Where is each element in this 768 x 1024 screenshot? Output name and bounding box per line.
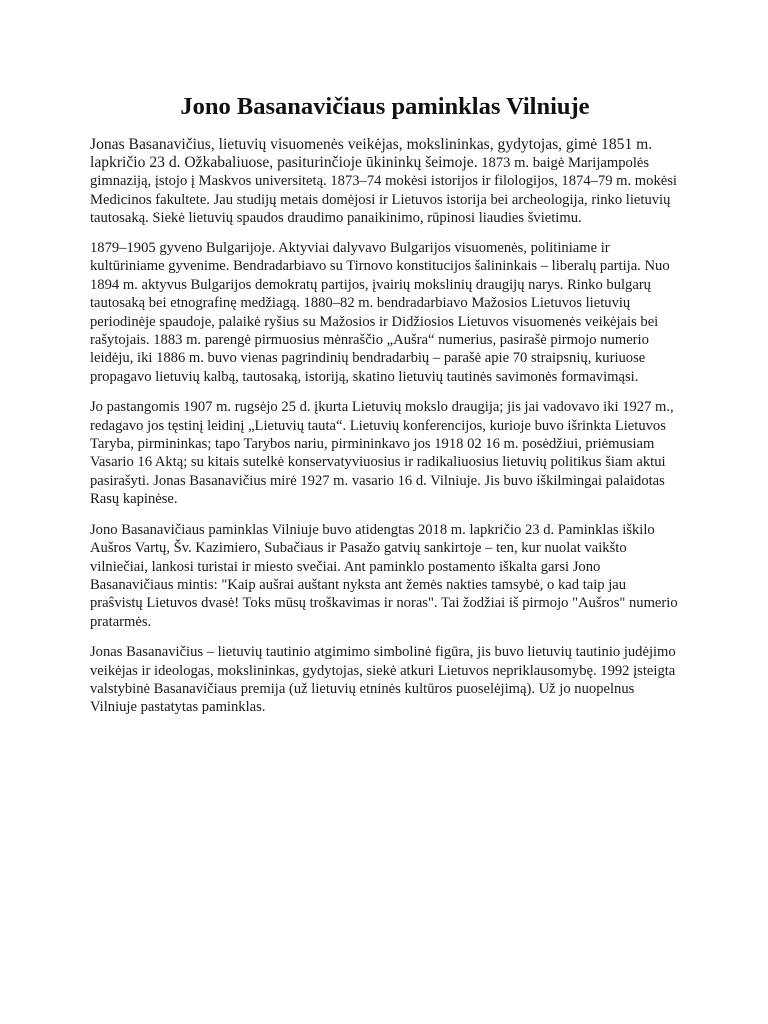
paragraph-5: Jonas Basanavičius – lietuvių tautinio atgimimo simbolinė figūra, jis buvo lietuvių tautinio judėjimo veikėjas ir ideologas, mokslininkas, gydytojas, siekė atkuri Lietuvos nepriklausomybę. 1992 įsteigta valstybinė Basanavičiaus premija (už lietuvių etninės kultūros puoselėjimą). Už jo nuopelnus Vilniuje pastatytas paminklas. xyxy=(90,644,676,716)
paragraph-1-text: 1873 m. baigė Marijampolės gimnaziją, įstojo į Maskvos universitetą. 1873–74 mokėsi istorijos ir filologijos, 1874–79 m. mokėsi Medicinos fakultete. Jau studijų metais domėjosi ir Lietuvos istorija bei archeologija, rinko lietuvių tautosaką. Siekė lietuvių spaudos draudimo panaikinimo, rūpinosi liaudies švietimu. xyxy=(90,155,677,226)
document-title: Jono Basanavičiaus paminklas Vilniuje xyxy=(180,93,590,120)
paragraph-2: 1879–1905 gyveno Bulgarijoje. Aktyviai dalyvavo Bulgarijos visuomenės, politiniame ir kultūriniame gyvenime. Bendradarbiavo su Tirnovo konstitucijos šalininkais – liberalų partija. Nuo 1894 m. aktyvus Bulgarijos demokratų partijos, įvairių mokslinių draugijų narys. Rinko bulgarų tautosaką bei etnografinę medžiagą. 1880–82 m. bendradarbiavo Mažosios Lietuvos lietuvių periodinėje spaudoje, palaikė ryšius su Mažosios ir Didžiosios Lietuvos visuomenės veikėjais bei rašytojais. 1883 m. parengė pirmuosius mėnraščio „Aušra“ numerius, pasirašė pirmojo numerio leidėju, iki 1886 m. buvo vienas pagrindinių bendradarbių – parašė apie 70 straipsnių, kuriuose propagavo lietuvių kalbą, tautosaką, istoriją, skatino lietuvių tautinės savimonės formavimąsi. xyxy=(90,240,670,385)
paragraph-1 xyxy=(90,136,680,227)
paragraph-3: Jo pastangomis 1907 m. rugsėjo 25 d. įkurta Lietuvių mokslo draugija; jis jai vadovavo iki 1927 m., redagavo jos tęstinį leidinį „Lietuvių tauta“. Lietuvių konferencijos, kurioje buvo išrinkta Lietuvos Taryba, pirmininkas; tapo Tarybos nariu, pirmininkavo jos 1918 02 16 m. posėdžiui, priėmusiam Vasario 16 Aktą; su kitais sutelkė konservatyviuosius ir radikaliuosius lietuvių politikus šiam aktui pasirašyti. Jonas Basanavičius mirė 1927 m. vasario 16 d. Vilniuje. Jis buvo iškilmingai palaidotas Rasų kapinėse. xyxy=(90,399,674,508)
paragraph-1-lead: Jonas Basanavičius, lietuvių visuomenės veikėjas, mokslininkas, gydytojas, gimė 1851 m. lapkričio 23 d. Ožkabaliuose, pasiturinčioje ūkininkų šeimoje. xyxy=(90,136,653,172)
paragraph-4: Jono Basanavičiaus paminklas Vilniuje buvo atidengtas 2018 m. lapkričio 23 d. Paminklas iškilo Aušros Vartų, Šv. Kazimiero, Subačiaus ir Pasažo gatvių sankirtoje – ten, kur nuolat vaikšto vilniečiai, lankosi turistai ir miesto svečiai. Ant paminklo postamento iškalta garsi Jono Basanavičiaus mintis: "Kaip aušrai auštant nyksta ant žemės nakties tamsybė, o kad taip jau praŝvistų Lietuvos dvasė! Toks mūsų troškavimas ir noras". Tai žodžiai iš pirmojo "Aušros" numerio pratarmės. xyxy=(90,521,678,630)
